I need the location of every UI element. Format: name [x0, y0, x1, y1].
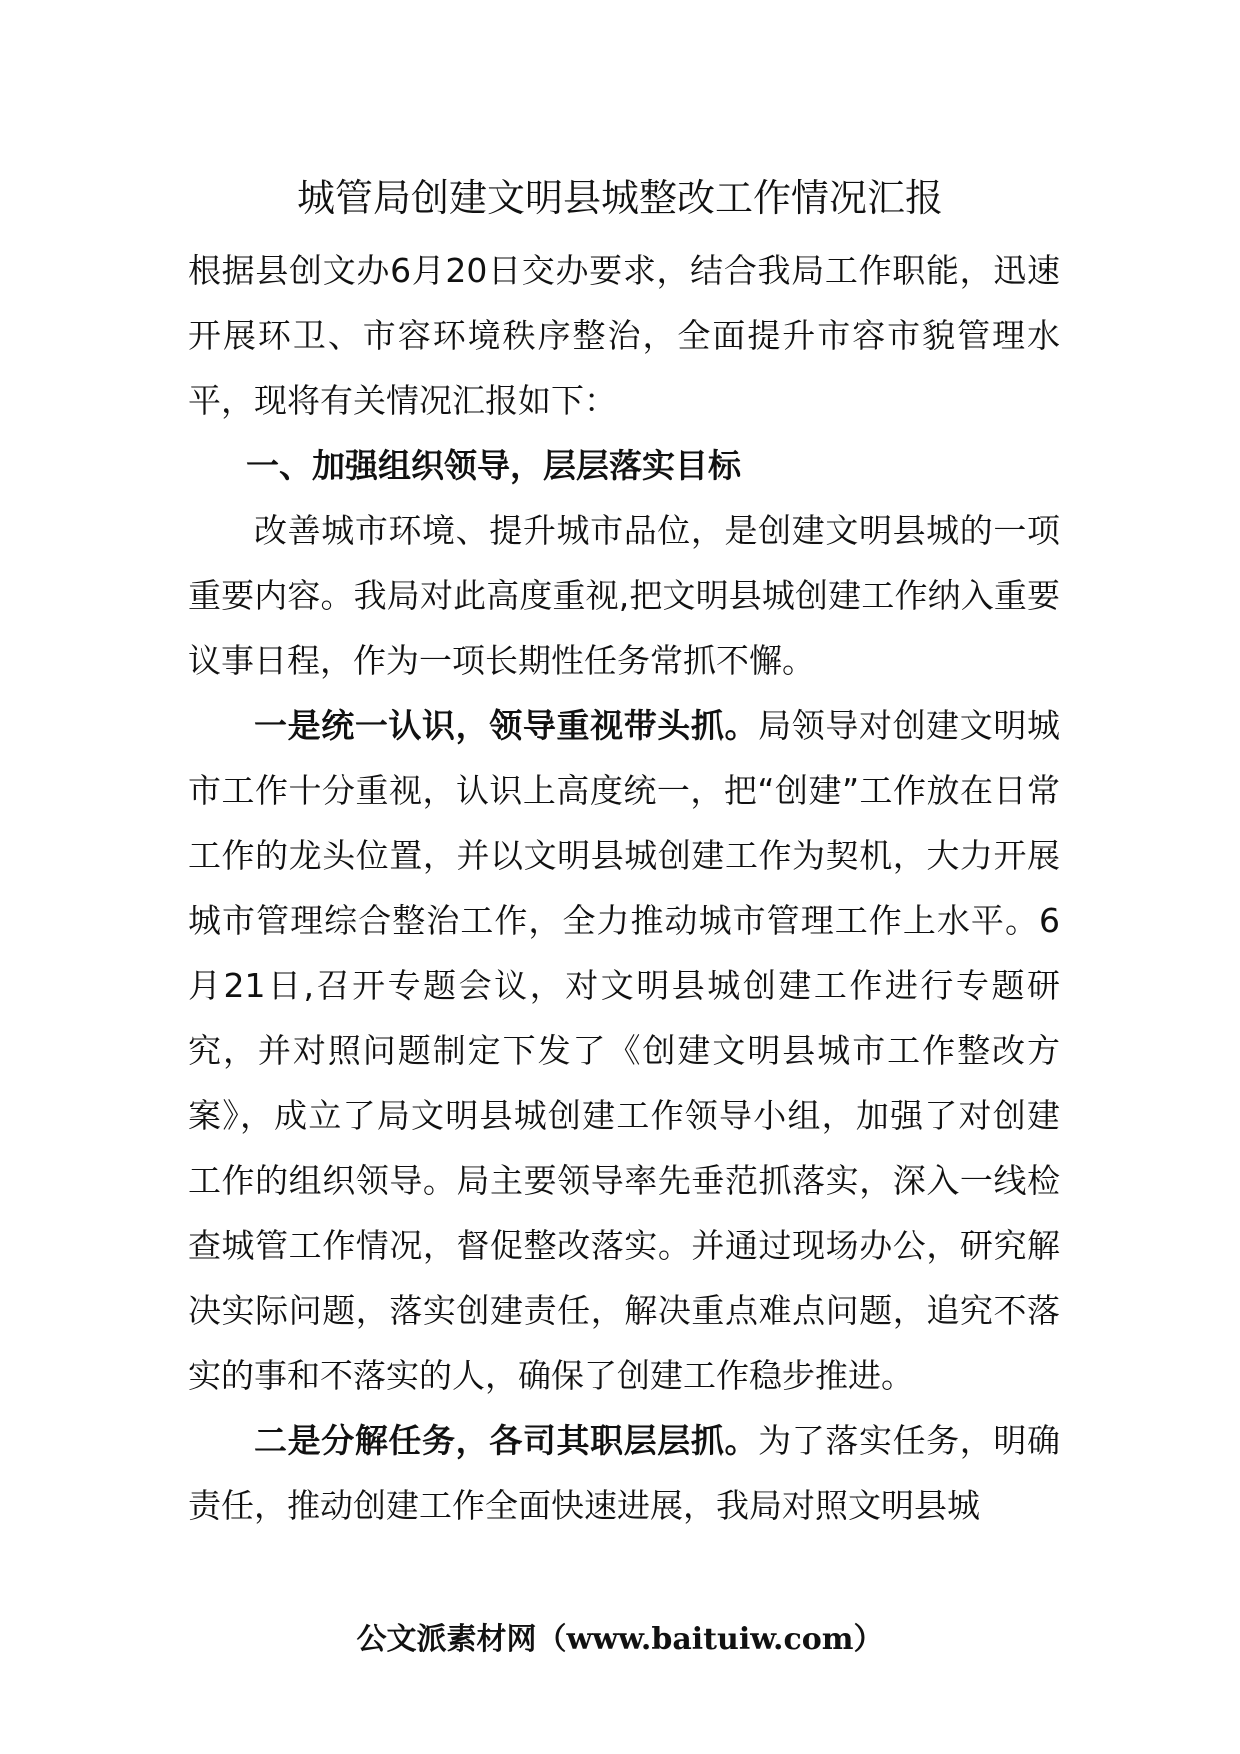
document-body [188, 238, 1060, 1538]
point-1-lead: 一是统一认识，领导重视带头抓。 [254, 706, 759, 745]
section-1-paragraph: 改善城市环境、提升城市品位，是创建文明县城的一项重要内容。我局对此高度重视,把文明县城创建工作纳入重要议事日程，作为一项长期性任务常抓不懈。 [188, 511, 1060, 680]
document-title: 城管局创建文明县城整改工作情况汇报 [296, 176, 943, 220]
point-2-text: 为了落实任务，明确责任，推动创建工作全面快速进展，我局对照文明县城 [188, 1421, 1061, 1525]
point-1-paragraph [188, 693, 1060, 1408]
section-heading-1: 一、加强组织领导，层层落实目标 [246, 446, 741, 485]
point-2-lead: 二是分解任务，各司其职层层抓。 [254, 1421, 759, 1460]
intro-paragraph: 根据县创文办6月20日交办要求，结合我局工作职能，迅速开展环卫、市容环境秩序整治，全面提升市容市貌管理水平，现将有关情况汇报如下： [188, 251, 1060, 420]
footer-watermark: 公文派素材网（www.baituiw.com） [356, 1622, 884, 1657]
point-1-text: 局领导对创建文明城市工作十分重视，认识上高度统一，把“创建”工作放在日常工作的龙头位置，并以文明县城创建工作为契机，大力开展城市管理综合整治工作，全力推动城市管理工作上水平。6月21日,召开专题会议，对文明县城创建工作进行专题研究，并对照问题制定下发了《创建文明县城市工作整改方案》，成立了局文明县城创建工作领导小组，加强了对创建工作的组织领导。局主要领导率先垂范抓落实，深入一线检查城管工作情况，督促整改落实。并通过现场办公，研究解决实际问题，落实创建责任，解决重点难点问题，追究不落实的事和不落实的人，确保了创建工作稳步推进。 [188, 706, 1061, 1395]
point-2-paragraph [188, 1408, 1060, 1538]
